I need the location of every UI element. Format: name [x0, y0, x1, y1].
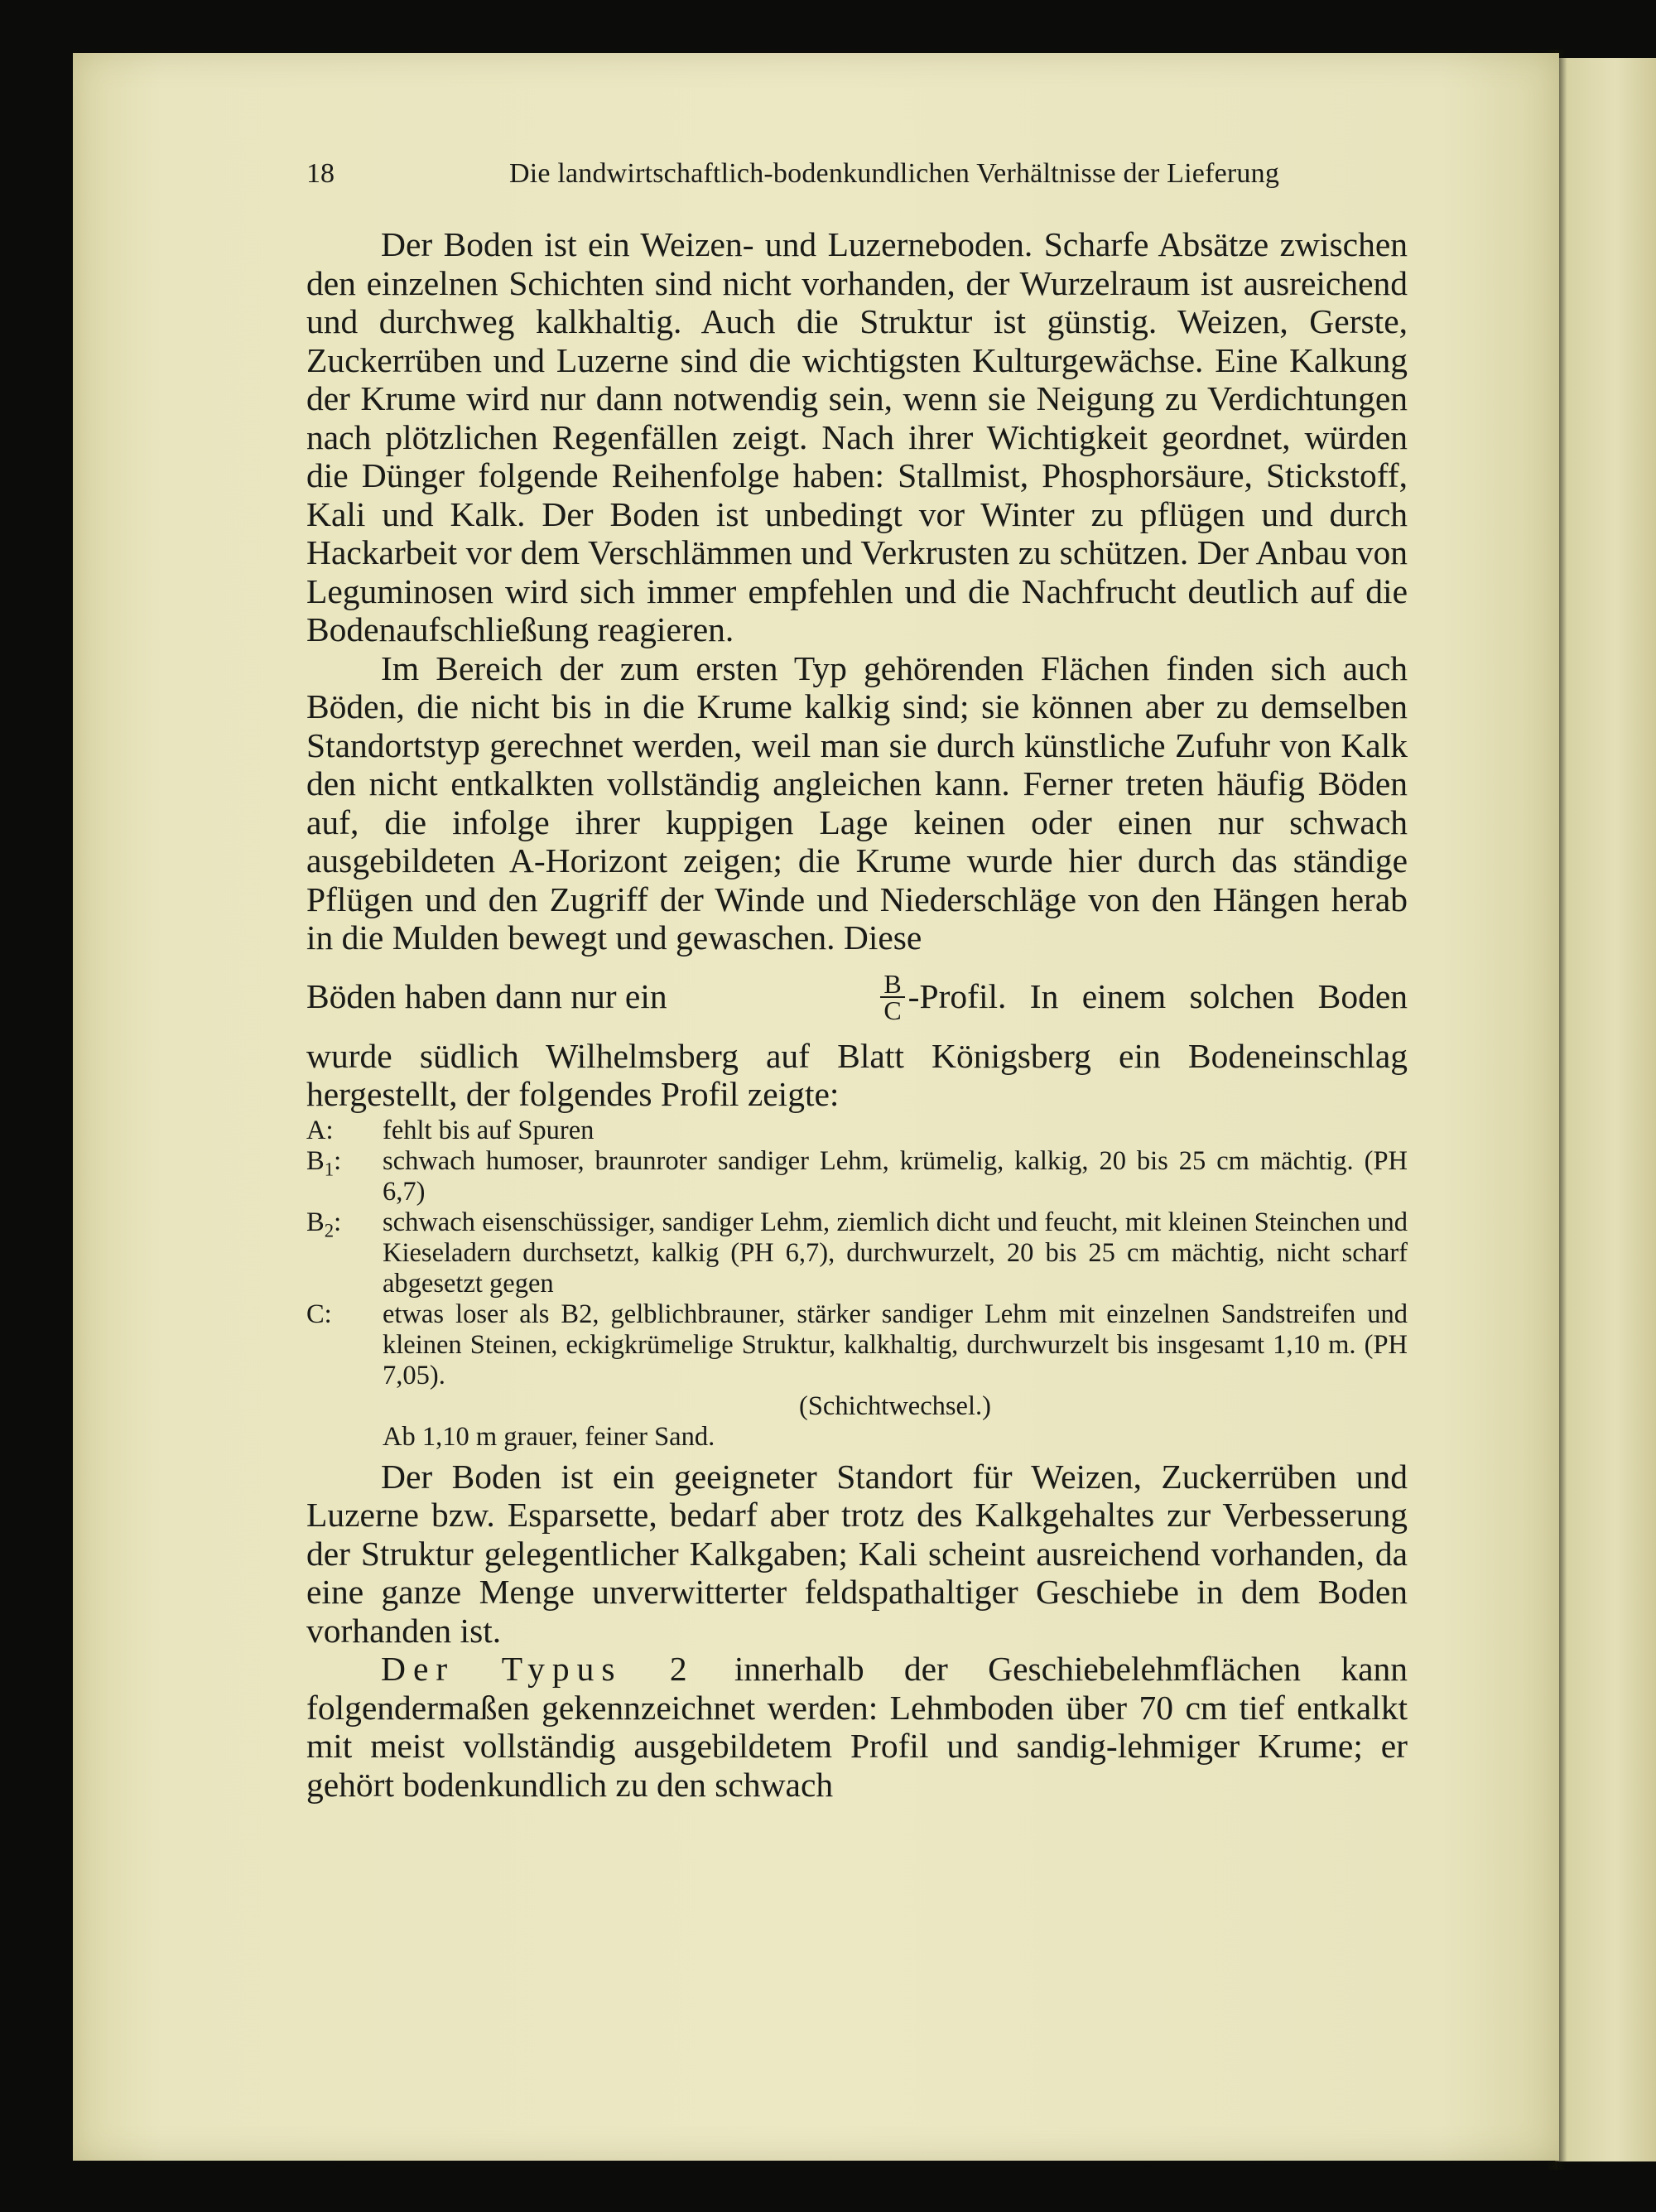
horizon-a-text: fehlt bis auf Spuren — [383, 1115, 595, 1145]
paragraph-2-end: wurde südlich Wilhelmsberg auf Blatt Königsberg ein Bodeneinschlag hergestellt, der folgendes Profil zeigte: — [306, 1036, 1408, 1113]
fraction-line-before: Böden haben dann nur ein — [306, 977, 667, 1016]
horizon-b1-colon: : — [334, 1145, 342, 1176]
paragraph-2: Im Bereich der zum ersten Typ gehörenden Flächen finden sich auch Böden, die nicht bis in die Krume kalkig sind; sie können aber zu demselben Standortstyp gerechnet werden, weil man sie durch künstliche Zufuhr von Kalk den nicht entkalkten vollständig angleichen kann. Ferner treten häufig Böden auf, die infolge ihrer kuppigen Lage keinen oder einen nur schwach ausgebildeten A-Horizont zeigen; die Krume wurde hier durch das ständige Pflügen und den Zugriff der Winde und Niederschläge von den Hängen herab in die Mulden bewegt und gewaschen. Diese — [306, 648, 1408, 957]
typus-2-spaced: Der Typus 2 — [381, 1650, 695, 1688]
page-number: 18 — [306, 158, 335, 189]
fraction-denominator: C — [883, 995, 902, 1025]
below-layer-note: Ab 1,10 m grauer, feiner Sand. — [383, 1421, 715, 1452]
horizon-c — [306, 1299, 1408, 1391]
facing-page-edge — [1555, 58, 1656, 2161]
soil-profile — [306, 1116, 1408, 1453]
horizon-c-text: etwas loser als B2, gelblichbrauner, stärker sandiger Lehm mit einzelnen Sandstreifen und kleinen Steinen, eckigkrümelige Struktur, kalkhaltig, durchwurzelt bis insgesamt 1,10 m. (PH 7,05). — [383, 1299, 1408, 1390]
horizon-b1-subscript: 1 — [324, 1159, 335, 1179]
horizon-b1-label — [306, 1146, 383, 1207]
fraction-line — [306, 957, 1408, 1037]
horizon-b2-text: schwach eisenschüssiger, sandiger Lehm, ziemlich dicht und feucht, mit kleinen Steinchen und Kieseladern durchsetzt, kalkig (PH 6,7), durchwurzelt, 20 bis 25 cm mächtig, nicht scharf abgesetzt gegen — [383, 1207, 1408, 1299]
horizon-a-label: A: — [306, 1115, 334, 1145]
horizon-b2-letter: B — [306, 1207, 325, 1237]
horizon-b2-label — [306, 1207, 383, 1299]
horizon-b2 — [306, 1207, 1408, 1299]
page-content — [306, 157, 1408, 1804]
horizon-b2-colon: : — [334, 1207, 342, 1237]
paragraph-4-rest: innerhalb der Geschiebelehmflächen kann folgendermaßen gekennzeichnet werden: Lehmboden über 70 cm tief entkalkt mit meist vollständig ausgebildetem Profil und sandig-lehmiger Krume; er gehört bodenkundlich zu den schwach — [306, 1650, 1408, 1804]
horizon-b1-text: schwach humoser, braunroter sandiger Lehm, krümelig, kalkig, 20 bis 25 cm mächtig. (PH 6,7) — [383, 1145, 1408, 1207]
horizon-a — [306, 1116, 1408, 1146]
paragraph-1: Der Boden ist ein Weizen- und Luzerneboden. Scharfe Absätze zwischen den einzelnen Schichten sind nicht vorhanden, der Wurzelraum ist ausreichend und durchweg kalkhaltig. Auch die Struktur ist günstig. Weizen, Gerste, Zuckerrüben und Luzerne sind die wichtigsten Kulturgewächse. Eine Kalkung der Krume wird nur dann notwendig sein, wenn sie Neigung zu Verdichtungen nach plötzlichen Regenfällen zeigt. Nach ihrer Wichtigkeit geordnet, würden die Dünger folgende Reihenfolge haben: Stallmist, Phosphorsäure, Stickstoff, Kali und Kalk. Der Boden ist unbedingt vor Winter zu pflügen und durch Hackarbeit vor dem Verschlämmen und Verkrusten zu schützen. Der Anbau von Leguminosen wird sich immer empfehlen und die Nachfrucht deutlich auf die Bodenaufschließung reagieren. — [306, 225, 1408, 648]
b-over-c-fraction — [880, 968, 904, 1025]
running-title: Die landwirtschaftlich-bodenkundlichen Verhältnisse der Lieferung — [508, 158, 1280, 189]
horizon-b1 — [306, 1146, 1408, 1207]
paragraph-4 — [306, 1650, 1408, 1804]
paragraph-3: Der Boden ist ein geeigneter Standort für Weizen, Zuckerrüben und Luzerne bzw. Esparsette, bedarf aber trotz des Kalkgehaltes zur Verbesserung der Struktur gelegentlicher Kalkgaben; Kali scheint ausreichend vorhanden, da eine ganze Menge unverwitterter feldspathaltiger Geschiebe in dem Boden vorhanden ist. — [306, 1457, 1408, 1650]
running-header — [306, 157, 1408, 190]
horizon-b2-subscript: 2 — [324, 1220, 335, 1241]
layer-change-note: (Schichtwechsel.) — [799, 1390, 991, 1421]
fraction-line-after: -Profil. In einem solchen Boden — [907, 977, 1408, 1016]
fraction-numerator: B — [880, 971, 904, 998]
horizon-b1-letter: B — [306, 1145, 325, 1176]
horizon-c-label: C: — [306, 1299, 332, 1329]
